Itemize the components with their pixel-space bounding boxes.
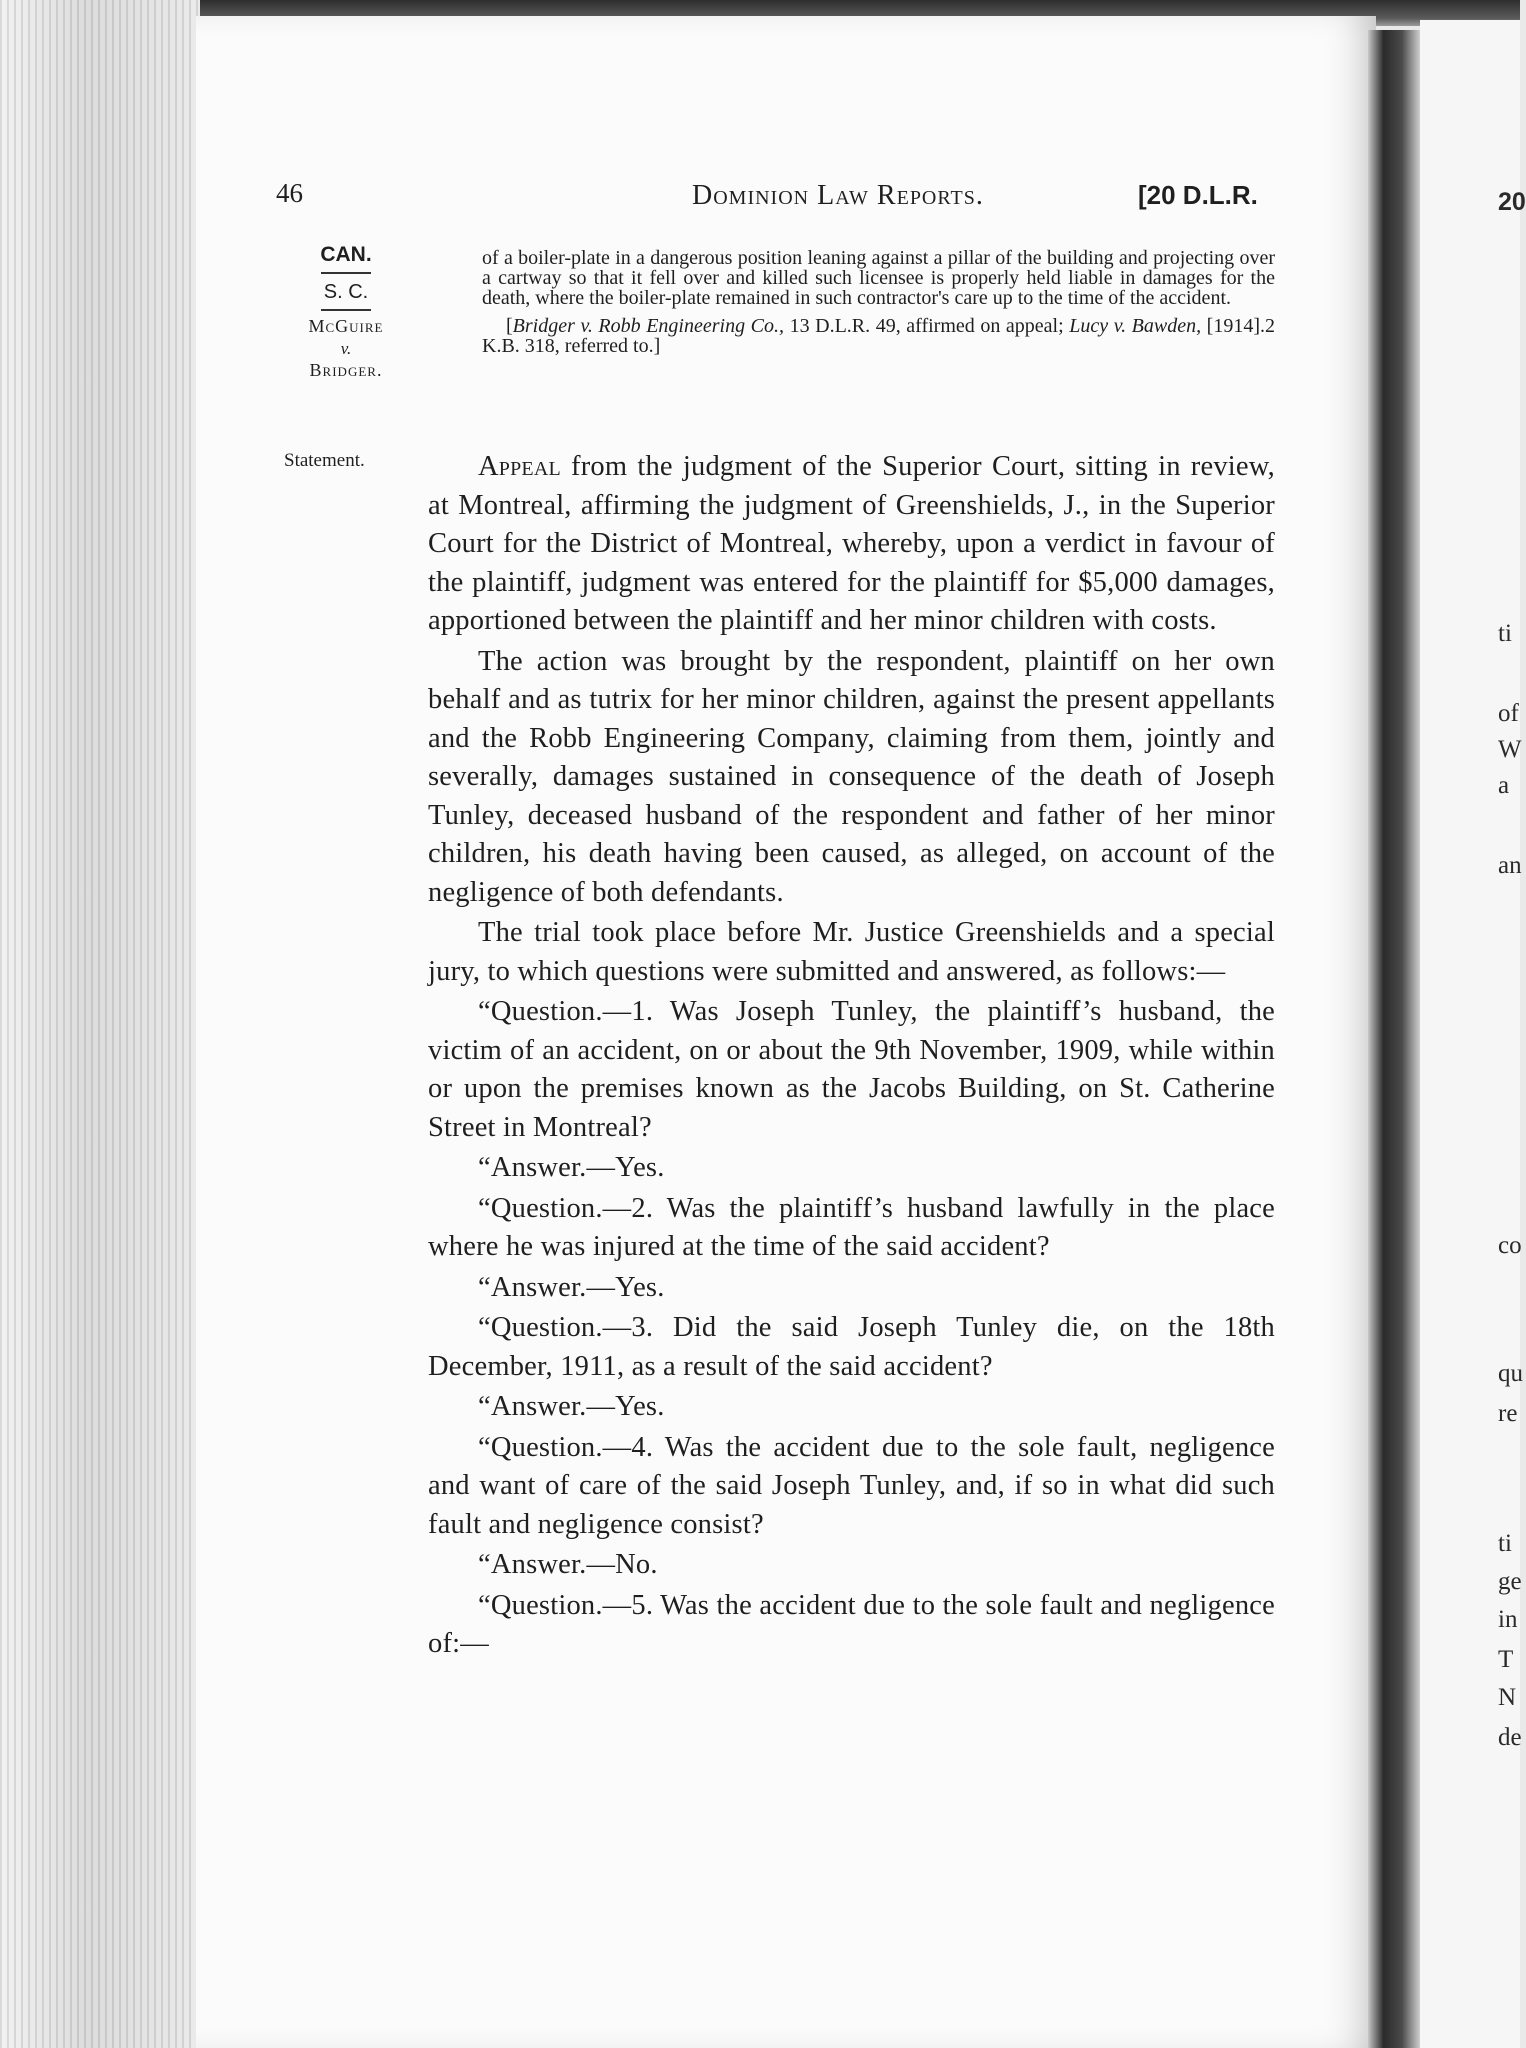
- paragraph: [428, 448, 1275, 641]
- question-3: “Question.—3. Did the said Joseph Tunley die, on the 18th December, 1911, as a result of the said accident?: [428, 1312, 1275, 1382]
- facing-page-fragment: re: [1498, 1400, 1518, 1427]
- facing-page-fragment: a: [1498, 772, 1510, 799]
- citation-case: Bridger v. Robb Engineering Co.,: [512, 315, 784, 337]
- facing-page-fragment: co: [1498, 1232, 1522, 1259]
- answer-4: “Answer.—No.: [478, 1549, 658, 1580]
- margin-notes: [276, 242, 416, 382]
- court-division: S. C.: [323, 281, 369, 304]
- court-country: CAN.: [320, 243, 372, 266]
- facing-page-fragment: in: [1498, 1606, 1518, 1633]
- facing-page-fragment: ti: [1498, 620, 1512, 647]
- facing-page-fragment: ge: [1498, 1568, 1522, 1595]
- statement-label: Statement.: [284, 450, 365, 471]
- facing-page-fragment: of: [1498, 700, 1519, 727]
- citation-case: Lucy v. Bawden,: [1069, 315, 1202, 337]
- facing-page-edge: [1420, 20, 1526, 2048]
- answer-2: “Answer.—Yes.: [478, 1271, 665, 1303]
- book-gutter: [1368, 30, 1420, 2048]
- question-1: “Question.—1. Was Joseph Tunley, the plaintiff’s husband, the victim of an accident, on or about the 9th November, 1909, while within or upon the premises known as the Jacobs Building, on St. Catherine Street in Montreal?: [428, 996, 1275, 1143]
- question-4: “Question.—4. Was the accident due to the sole fault, negligence and want of care of the said Joseph Tunley, and, if so in what did such fault and negligence consist?: [428, 1431, 1275, 1540]
- party-appellant: McGuire: [308, 316, 384, 337]
- stacked-page-edges: [0, 0, 200, 2048]
- page-number: 46: [276, 178, 303, 208]
- facing-page-fragment: qu: [1498, 1360, 1523, 1387]
- facing-page-fragment: ti: [1498, 1530, 1512, 1557]
- question-5: “Question.—5. Was the accident due to the sole fault and negligence of:—: [428, 1589, 1275, 1659]
- headnote-text: of a boiler-plate in a dangerous position leaning against a pillar of the building and projecting over a cartway so that it fell over and killed such licensee is properly held liable in damages for the death, where the boiler-plate remained in such contractor's care up to the time of the accident.: [482, 247, 1275, 309]
- party-respondent: Bridger.: [309, 360, 383, 380]
- volume-reference: [20 D.L.R.: [1138, 180, 1258, 210]
- versus: v.: [340, 338, 352, 358]
- headnote-citations: [Bridger v. Robb Engineering Co., 13 D.L.R. 49, affirmed on appeal; Lucy v. Bawden, [1914].2 K.B. 318, referred to.]: [482, 315, 1276, 357]
- paragraph-text: from the judgment of the Superior Court, sitting in review, at Montreal, affirming the judgment of Greenshields, J., in the Superior Court for the District of Montreal, whereby, upon a verdict in favour of the plaintiff, judgment was entered for the plaintiff for $5,000 damages, apportioned between the plaintiff and her minor children with costs.: [428, 451, 1275, 636]
- judgment-body: [428, 448, 1275, 1666]
- headnote: [482, 248, 1275, 356]
- question-2: “Question.—2. Was the plaintiff’s husband lawfully in the place where he was injured at the time of the said accident?: [428, 1192, 1275, 1262]
- facing-page-fragment: T: [1498, 1646, 1514, 1673]
- running-header: [276, 178, 1276, 218]
- facing-page-fragment: W: [1498, 736, 1522, 763]
- appeal-lead: Appeal: [478, 451, 561, 482]
- margin-rule: [321, 309, 371, 311]
- facing-page-fragment: an: [1498, 852, 1522, 879]
- citation-text: 13 D.L.R. 49, affirmed on appeal;: [784, 315, 1070, 337]
- answer-1: “Answer.—Yes.: [478, 1152, 665, 1183]
- running-title: Dominion Law Reports.: [692, 180, 984, 211]
- paragraph: The trial took place before Mr. Justice Greenshields and a special jury, to which questions were submitted and answered, as follows:—: [428, 917, 1275, 987]
- facing-page-fragment: 20: [1498, 188, 1526, 216]
- margin-rule: [321, 272, 371, 274]
- paragraph: The action was brought by the respondent, plaintiff on her own behalf and as tutrix for her minor children, against the present appellants and the Robb Engineering Company, claiming from them, jointly and severally, damages sustained in consequence of the death of Joseph Tunley, deceased husband of the respondent and father of her minor children, his death having been caused, as alleged, on account of the negligence of both defendants.: [428, 645, 1275, 908]
- facing-page-fragment: N: [1498, 1684, 1517, 1711]
- citation-text: [1914].2 K.B. 318, referred to.]: [482, 315, 1276, 357]
- answer-3: “Answer.—Yes.: [478, 1391, 665, 1422]
- facing-page-fragment: de: [1498, 1724, 1522, 1751]
